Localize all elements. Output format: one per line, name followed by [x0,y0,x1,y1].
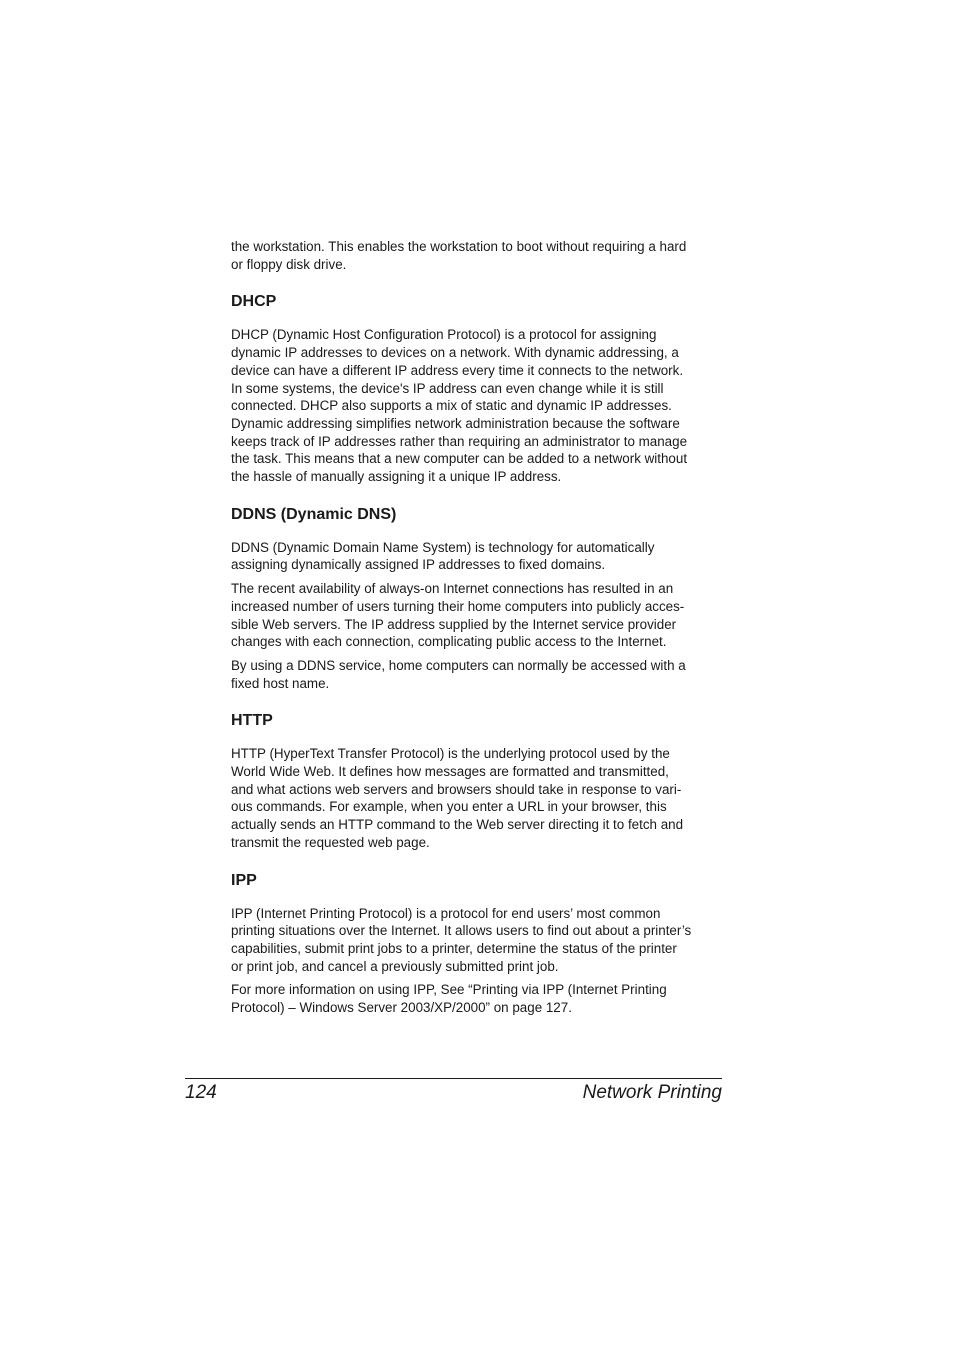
section-dhcp [231,292,725,485]
page-footer [185,1078,722,1103]
chapter-title: Network Printing [582,1082,722,1103]
page-number: 124 [185,1082,217,1103]
section-http [231,711,725,851]
section-heading: DDNS (Dynamic DNS) [231,505,397,523]
section-ddns [231,505,725,693]
section-paragraph: By using a DDNS service, home computers can normally be accessed with a fixed host name. [231,657,686,691]
section-heading: IPP [231,871,257,889]
section-heading: DHCP [231,293,277,311]
section-ipp [231,871,725,1017]
section-paragraph: DDNS (Dynamic Domain Name System) is technology for automatically assigning dynamically assigned IP addresses to fixed domains. [231,539,655,573]
section-paragraph: For more information on using IPP, See “Printing via IPP (Internet Printing Protocol) – Windows Server 2003/XP/2000” on page 127. [231,982,667,1016]
section-paragraph: DHCP (Dynamic Host Configuration Protocol) is a protocol for assigning dynamic IP addresses to devices on a network. With dynamic addressing, a device can have a different IP address every time it connects to the network. In some systems, the device's IP address can even change while it is still connected. DHCP also supports a mix of static and dynamic IP addresses. Dynamic addressing simplifies network administration because the software keeps track of IP addresses rather than requiring an administrator to manage the task. This means that a new computer can be added to a network without the hassle of manually assigning it a unique IP address. [231,327,688,485]
section-heading: HTTP [231,712,273,730]
section-paragraph: IPP (Internet Printing Protocol) is a protocol for end users’ most common printing situations over the Internet. It allows users to find out about a printer’s capabilities, submit print jobs to a printer, determine the status of the printer or print job, and cancel a previously submitted print job. [231,905,692,974]
page-content [231,238,725,1017]
section-paragraph: The recent availability of always-on Internet connections has resulted in an increased number of users turning their home computers into publicly acces- sible Web servers. The IP address supplied by the Internet service provider changes with each connection, complicating public access to the Internet. [231,581,685,650]
intro-paragraph: the workstation. This enables the workstation to boot without requiring a hard or floppy disk drive. [231,239,687,272]
section-paragraph: HTTP (HyperText Transfer Protocol) is the underlying protocol used by the World Wide Web. It defines how messages are formatted and transmitted, and what actions web servers and browsers should take in response to vari- ous commands. For example, when you enter a URL in your browser, this actually sends an HTTP command to the Web server directing it to fetch and transmit the requested web page. [231,746,684,850]
